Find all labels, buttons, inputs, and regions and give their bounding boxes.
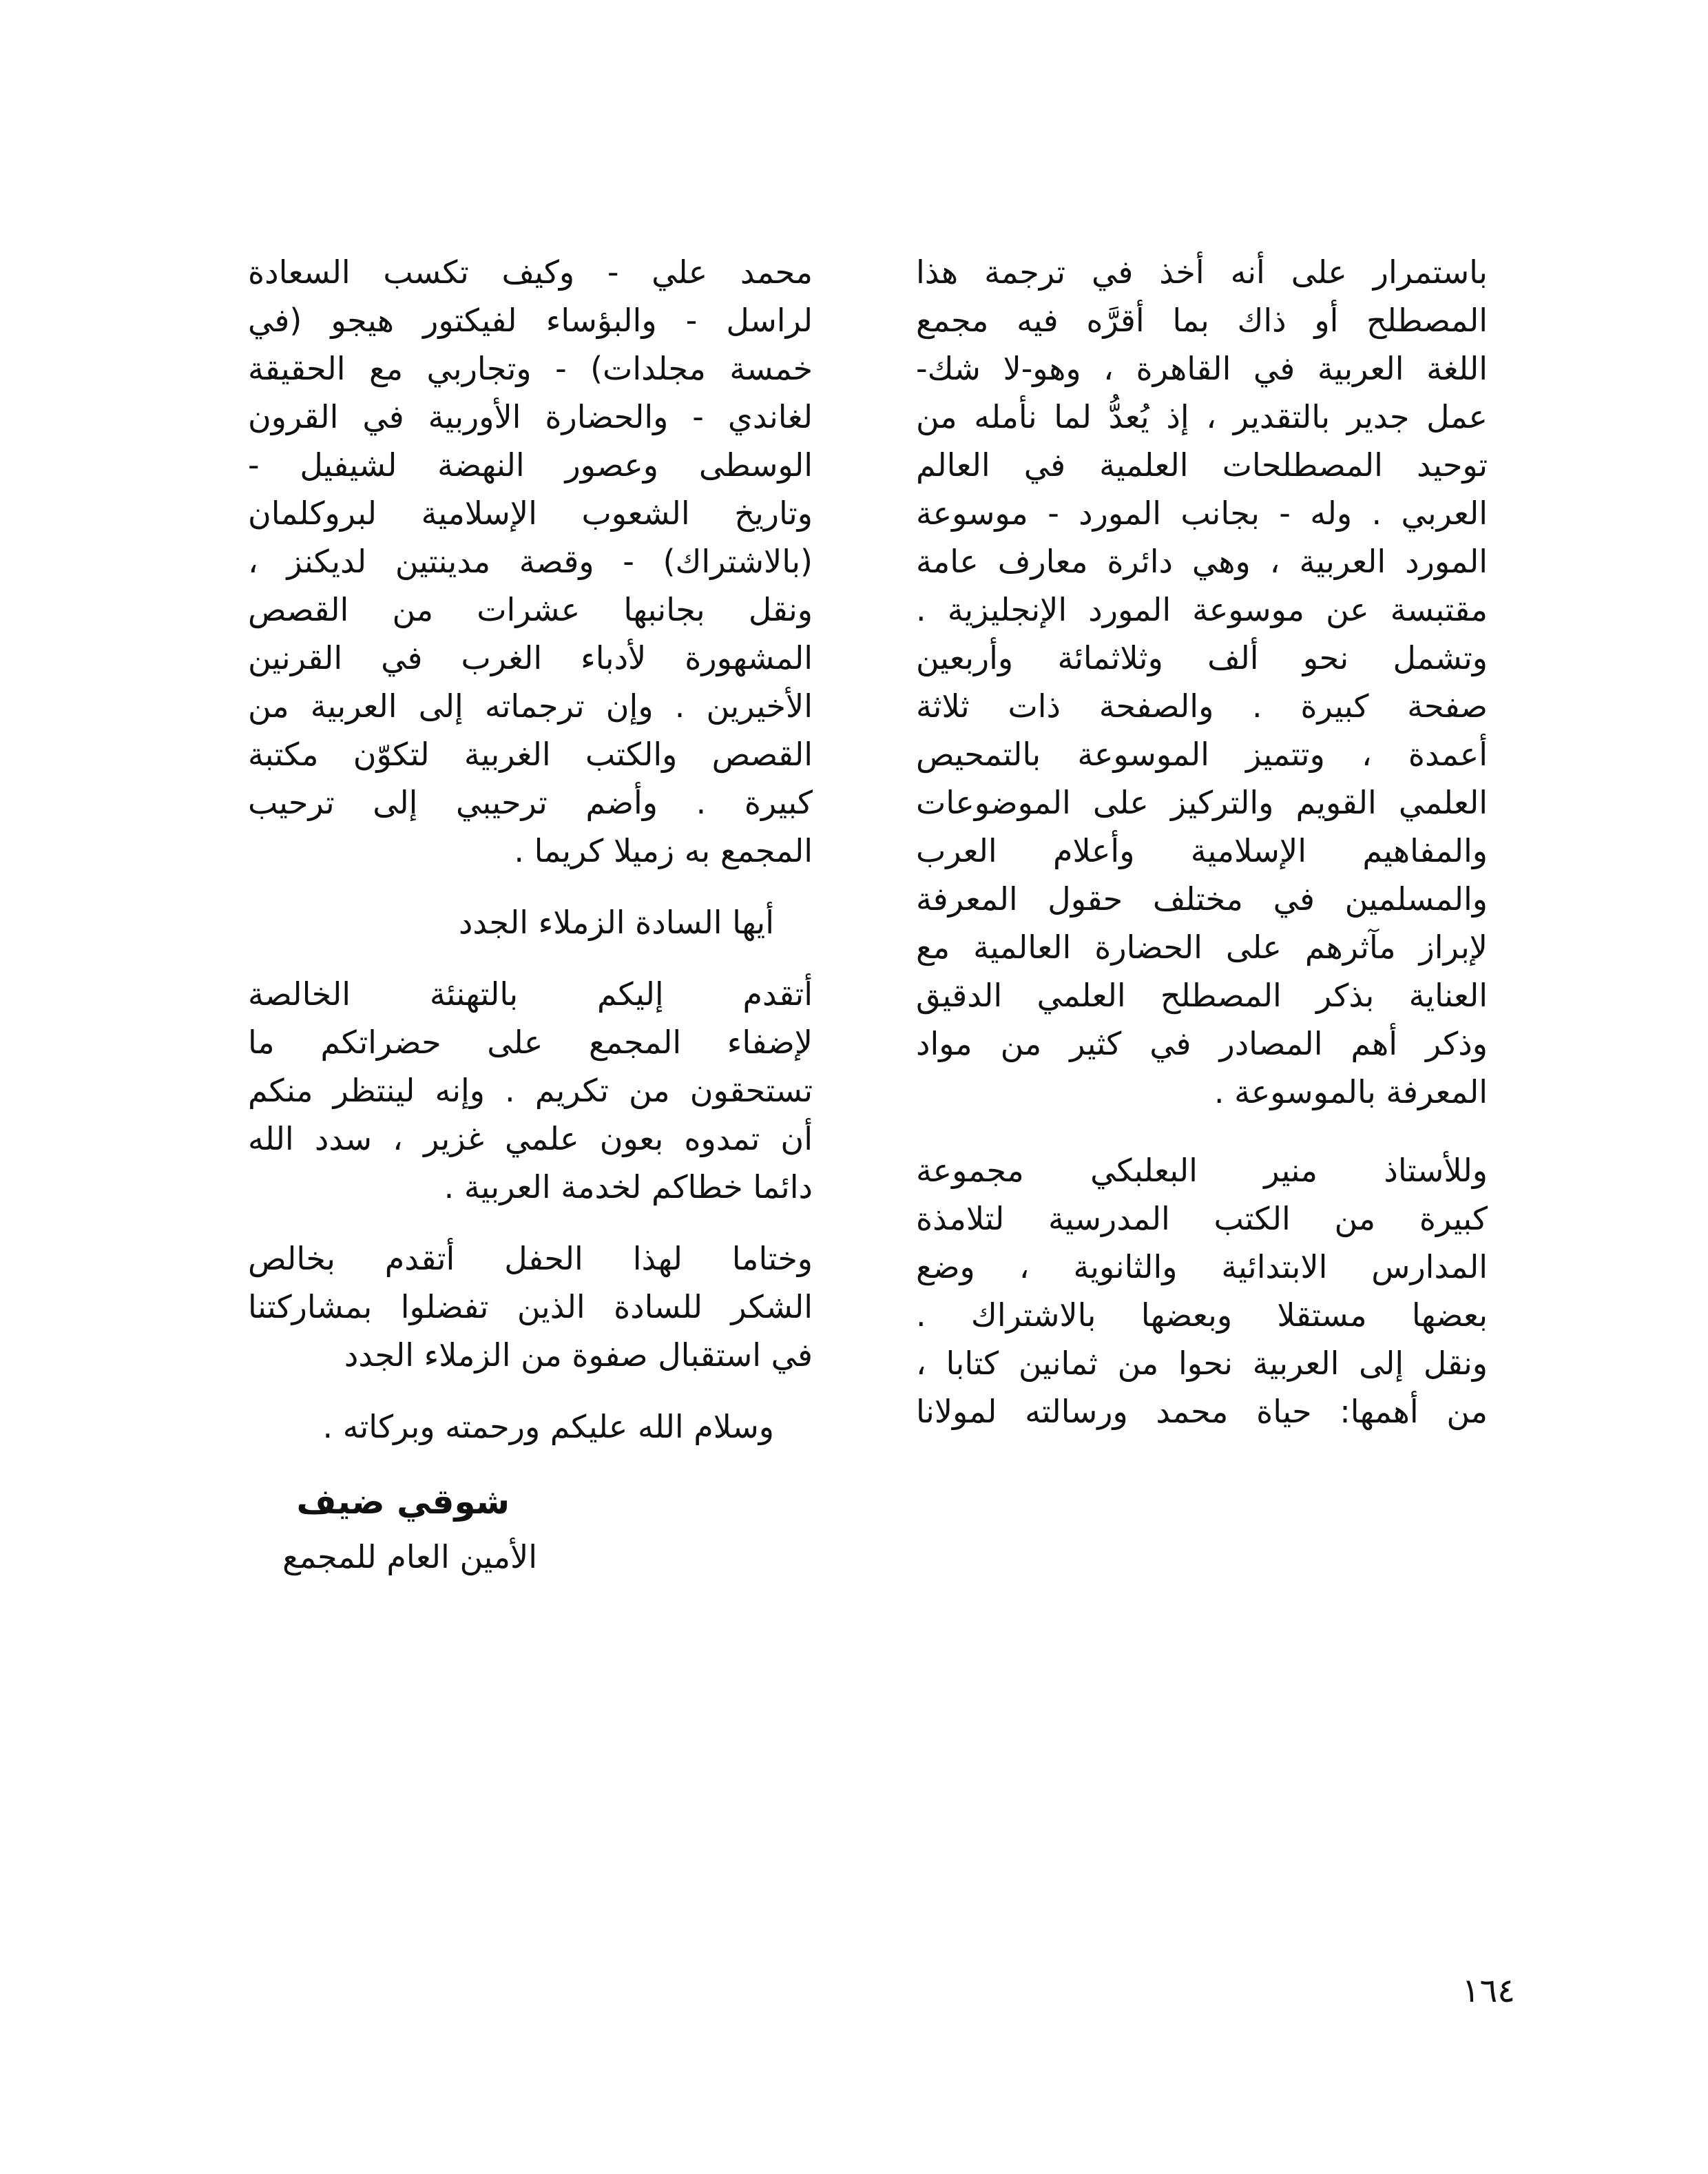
text-line: لغاندي - والحضارة الأوربية في القرون bbox=[248, 398, 813, 435]
salutation-heading: أيها السادة الزملاء الجدد bbox=[458, 904, 774, 941]
text-line: باستمرار على أنه أخذ في ترجمة هذا bbox=[916, 253, 1488, 291]
right-paragraph-2 bbox=[916, 1146, 1488, 1436]
paragraph-gap bbox=[248, 875, 813, 898]
text-line: المعرفة بالموسوعة . bbox=[1214, 1073, 1488, 1110]
right-paragraph-1 bbox=[916, 248, 1488, 1116]
text-line: محمد علي - وكيف تكسب السعادة bbox=[248, 253, 813, 291]
signature-name: شوقي ضيف bbox=[296, 1482, 510, 1522]
page-number: ١٦٤ bbox=[1461, 1971, 1515, 2010]
paragraph-gap bbox=[248, 1211, 813, 1234]
text-line: وتاريخ الشعوب الإسلامية لبروكلمان bbox=[248, 495, 813, 532]
text-line: وللأستاذ منير البعلبكي مجموعة bbox=[916, 1152, 1488, 1189]
text-line: دائما خطاكم لخدمة العربية . bbox=[444, 1168, 813, 1205]
text-line: توحيد المصطلحات العلمية في العالم bbox=[916, 446, 1488, 484]
paragraph-gap bbox=[916, 1116, 1488, 1146]
text-line: وتشمل نحو ألف وثلاثمائة وأربعين bbox=[916, 639, 1488, 676]
text-line: لإضفاء المجمع على حضراتكم ما bbox=[248, 1024, 813, 1061]
text-line: في استقبال صفوة من الزملاء الجدد bbox=[344, 1336, 813, 1374]
closing-line: وسلام الله عليكم ورحمته وبركاته . bbox=[322, 1408, 774, 1445]
text-line: من أهمها: حياة محمد ورسالته لمولانا bbox=[916, 1393, 1488, 1430]
text-line: عمل جدير بالتقدير ، إذ يُعدُّ لما نأمله من bbox=[916, 398, 1488, 435]
text-line: أتقدم إليكم بالتهنئة الخالصة bbox=[248, 975, 813, 1013]
left-paragraph-3 bbox=[248, 1234, 813, 1379]
text-line: المشهورة لأدباء الغرب في القرنين bbox=[248, 639, 813, 676]
right-column bbox=[916, 248, 1488, 1436]
text-line: وختاما لهذا الحفل أتقدم بخالص bbox=[248, 1240, 813, 1277]
paragraph-gap bbox=[248, 946, 813, 970]
left-paragraph-1 bbox=[248, 248, 813, 875]
text-line: والمفاهيم الإسلامية وأعلام العرب bbox=[916, 832, 1488, 869]
text-line: المورد العربية ، وهي دائرة معارف عامة bbox=[916, 543, 1488, 580]
text-line: خمسة مجلدات) - وتجاربي مع الحقيقة bbox=[248, 350, 813, 387]
text-line: القصص والكتب الغربية لتكوّن مكتبة bbox=[248, 736, 813, 773]
text-line: العلمي القويم والتركيز على الموضوعات bbox=[916, 784, 1488, 821]
paragraph-gap bbox=[248, 1451, 813, 1474]
text-line: المجمع به زميلا كريما . bbox=[514, 832, 813, 869]
text-line: والمسلمين في مختلف حقول المعرفة bbox=[916, 880, 1488, 918]
text-line: تستحقون من تكريم . وإنه لينتظر منكم bbox=[248, 1072, 813, 1109]
text-line: مقتبسة عن موسوعة المورد الإنجليزية . bbox=[916, 591, 1488, 628]
text-line: العربي . وله - بجانب المورد - موسوعة bbox=[916, 495, 1488, 532]
text-line: كبيرة . وأضم ترحيبي إلى ترحيب bbox=[248, 784, 813, 821]
text-line: لإبراز مآثرهم على الحضارة العالمية مع bbox=[916, 929, 1488, 966]
text-line: (بالاشتراك) - وقصة مدينتين لديكنز ، bbox=[248, 543, 813, 580]
text-line: الأخيرين . وإن ترجماته إلى العربية من bbox=[248, 687, 813, 725]
text-line: ونقل إلى العربية نحوا من ثمانين كتابا ، bbox=[916, 1345, 1488, 1382]
text-line: المدارس الابتدائية والثانوية ، وضع bbox=[916, 1248, 1488, 1285]
text-line: بعضها مستقلا وبعضها بالاشتراك . bbox=[916, 1296, 1488, 1334]
text-line: ونقل بجانبها عشرات من القصص bbox=[248, 591, 813, 628]
text-line: لراسل - والبؤساء لفيكتور هيجو (في bbox=[248, 302, 813, 339]
text-line: اللغة العربية في القاهرة ، وهو-لا شك- bbox=[916, 350, 1488, 387]
text-line: أن تمدوه بعون علمي غزير ، سدد الله bbox=[248, 1120, 813, 1157]
text-line: أعمدة ، وتتميز الموسوعة بالتمحيص bbox=[916, 736, 1488, 773]
text-line: المصطلح أو ذاك بما أقرَّه فيه مجمع bbox=[916, 302, 1488, 339]
text-line: الشكر للسادة الذين تفضلوا بمشاركتنا bbox=[248, 1288, 813, 1325]
text-line: صفحة كبيرة . والصفحة ذات ثلاثة bbox=[916, 687, 1488, 725]
left-paragraph-2 bbox=[248, 970, 813, 1211]
left-column bbox=[248, 248, 813, 1584]
text-line: العناية بذكر المصطلح العلمي الدقيق bbox=[916, 977, 1488, 1014]
paragraph-gap bbox=[248, 1379, 813, 1402]
signature-title: الأمين العام للمجمع bbox=[282, 1538, 537, 1575]
text-line: الوسطى وعصور النهضة لشيفيل - bbox=[248, 446, 813, 484]
text-line: كبيرة من الكتب المدرسية لتلامذة bbox=[916, 1200, 1488, 1237]
text-line: وذكر أهم المصادر في كثير من مواد bbox=[916, 1025, 1488, 1062]
